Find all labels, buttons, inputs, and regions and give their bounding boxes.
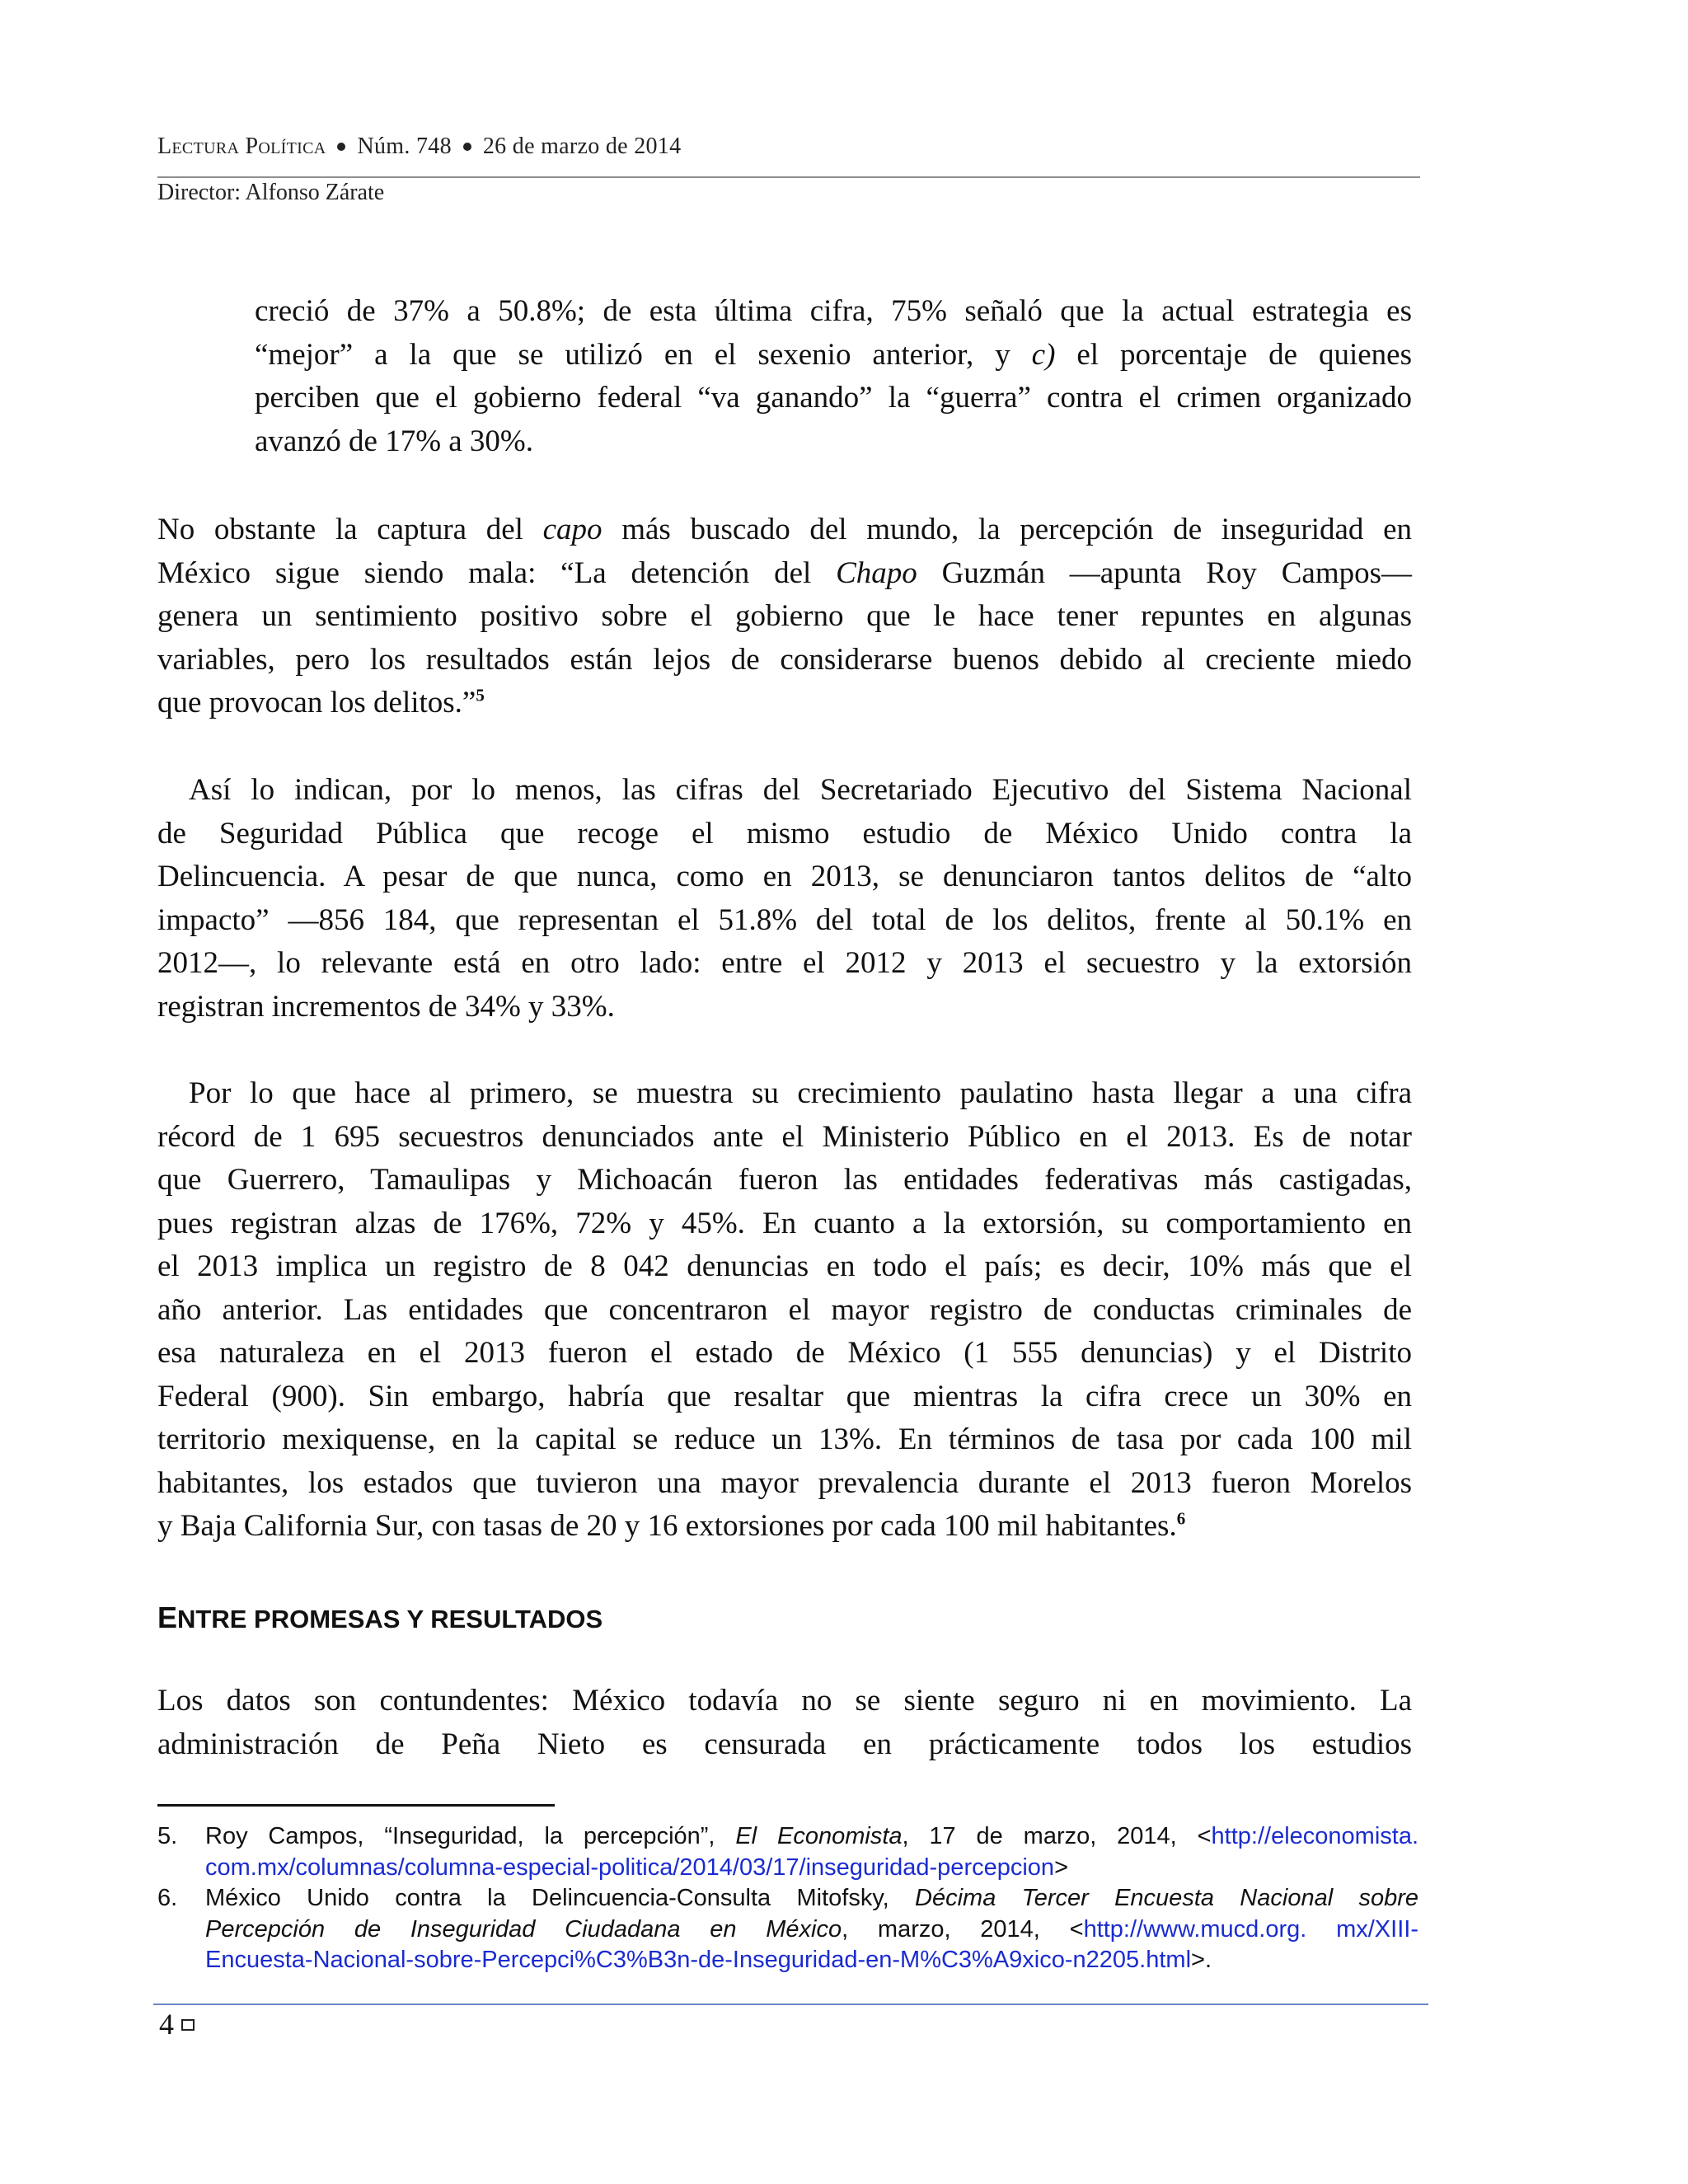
text-line: y Baja California Sur, con tasas de 20 y 16 extorsiones por cada 100 mil habitantes.$^6$	[157, 1508, 1186, 1543]
footnote-line: Encuesta-Nacional-sobre-Percepci%C3%B3n-de-Inseguridad-en-M%C3%A9xico-n2205.html>.	[205, 1947, 1212, 1973]
text-line: récord de 1 695 secuestros denunciados ante el Ministerio Público en el 2013. Es de notar	[157, 1119, 1412, 1154]
text-line: el 2013 implica un registro de 8 042 denuncias en todo el país; es decir, 10% más que el	[157, 1249, 1412, 1283]
footnote-5	[157, 1821, 1418, 1883]
text-line: de Seguridad Pública que recoge el mismo estudio de México Unido contra la	[157, 816, 1412, 851]
text-line: registran incrementos de 34% y 33%.	[157, 989, 615, 1024]
text-line: esa naturaleza en el 2013 fueron el estado de México (1 555 denuncias) y el Distrito	[157, 1336, 1412, 1370]
text-line: año anterior. Las entidades que concentraron el mayor registro de conductas criminales de	[157, 1292, 1412, 1327]
running-header	[157, 134, 681, 160]
text-line: impacto” —856 184, que representan el 51.8% del total de los delitos, frente al 50.1% en	[157, 902, 1412, 937]
footnote-separator	[157, 1804, 555, 1807]
text-line: Delincuencia. A pesar de que nunca, como en 2013, se denunciaron tantos delitos de “alto	[157, 860, 1412, 893]
paragraph	[157, 509, 1412, 725]
paragraph	[157, 769, 1412, 1029]
footnote-line: Percepción de Inseguridad Ciudadana en México, marzo, 2014, <http://www.mucd.org. mx/XIII-	[205, 1915, 1418, 1943]
text-line: 2012—, lo relevante está en otro lado: entre el 2012 y 2013 el secuestro y la extorsión	[157, 946, 1412, 980]
text-line: pues registran alzas de 176%, 72% y 45%. En cuanto a la extorsión, su comportamiento en	[157, 1206, 1412, 1240]
paragraph	[157, 1072, 1412, 1549]
text-line: Federal (900). Sin embargo, habría que resaltar que mientras la cifra crece un 30% en	[157, 1379, 1412, 1413]
footnote-link[interactable]: http://eleconomista.	[1211, 1823, 1419, 1849]
bullet-separator	[463, 143, 471, 151]
text-line: que provocan los delitos.”$^5$	[157, 685, 485, 719]
text-line: perciben que el gobierno federal “va ganando” la “guerra” contra el crimen organizado	[255, 381, 1412, 415]
footnote-link[interactable]: com.mx/columnas/columna-especial-politica/2014/03/17/inseguridad-percepcion	[205, 1854, 1055, 1881]
footnote-ref[interactable]: 5	[476, 685, 485, 705]
text-line: avanzó de 17% a 30%.	[255, 424, 534, 458]
text-line: genera un sentimiento positivo sobre el gobierno que le hace tener repuntes en algunas	[157, 599, 1412, 633]
footer-rule	[153, 2004, 1428, 2005]
text-line: administración de Peña Nieto es censurada en prácticamente todos los estudios	[157, 1727, 1412, 1761]
text-line: variables, pero los resultados están lejos de considerarse buenos debido al creciente miedo	[157, 642, 1412, 677]
bullet-separator	[337, 143, 345, 151]
footnote-link[interactable]: http://www.mucd.org. mx/XIII-	[1083, 1915, 1418, 1943]
section-heading: ENTRE PROMESAS Y RESULTADOS	[157, 1601, 603, 1634]
text-line: No obstante la captura del capo más buscado del mundo, la percepción de inseguridad en	[157, 513, 1412, 546]
footnote-line: Roy Campos, “Inseguridad, la percepción”, El Economista, 17 de marzo, 2014, <http://eleconomista.	[205, 1823, 1419, 1849]
text-line: Así lo indican, por lo menos, las cifras del Secretariado Ejecutivo del Sistema Nacional	[189, 773, 1412, 807]
paragraph-continuation	[255, 290, 1412, 463]
square-ornament-icon	[181, 2019, 195, 2031]
footnote-link[interactable]: Encuesta-Nacional-sobre-Percepci%C3%B3n-de-Inseguridad-en-M%C3%A9xico-n2205.html	[205, 1947, 1192, 1973]
director-line: Director: Alfonso Zárate	[157, 180, 385, 205]
footnote-number: 5.	[157, 1823, 178, 1849]
text-line: creció de 37% a 50.8%; de esta última cifra, 75% señaló que la actual estrategia es	[255, 294, 1412, 328]
footnote-line: México Unido contra la Delincuencia-Consulta Mitofsky, Décima Tercer Encuesta Nacional sobre	[205, 1885, 1418, 1911]
text-line: territorio mexiquense, en la capital se reduce un 13%. En términos de tasa por cada 100 mil	[157, 1422, 1412, 1456]
issue-number: Núm. 748	[357, 134, 452, 159]
publication-name: Lectura Política	[157, 134, 326, 159]
text-line: “mejor” a la que se utilizó en el sexenio anterior, y c) el porcentaje de quienes	[255, 337, 1412, 372]
footnote-line: com.mx/columnas/columna-especial-politica/2014/03/17/inseguridad-percepcion>	[205, 1854, 1068, 1881]
text-line: México sigue siendo mala: “La detención del Chapo Guzmán —apunta Roy Campos—	[157, 555, 1412, 590]
issue-date: 26 de marzo de 2014	[482, 134, 682, 159]
footnote-6	[157, 1883, 1418, 1976]
footnote-number: 6.	[157, 1885, 178, 1911]
text-line: Los datos son contundentes: México todavía no se siente seguro ni en movimiento. La	[157, 1684, 1412, 1718]
text-line: Por lo que hace al primero, se muestra su crecimiento paulatino hasta llegar a una cifra	[189, 1076, 1412, 1110]
footnote-ref[interactable]: 6	[1176, 1508, 1186, 1529]
text-line: habitantes, los estados que tuvieron una mayor prevalencia durante el 2013 fueron Morelos	[157, 1465, 1412, 1500]
page-number: 4	[159, 2008, 174, 2041]
header-rule	[157, 176, 1420, 178]
paragraph	[157, 1680, 1412, 1766]
text-line: que Guerrero, Tamaulipas y Michoacán fueron las entidades federativas más castigadas,	[157, 1163, 1412, 1197]
